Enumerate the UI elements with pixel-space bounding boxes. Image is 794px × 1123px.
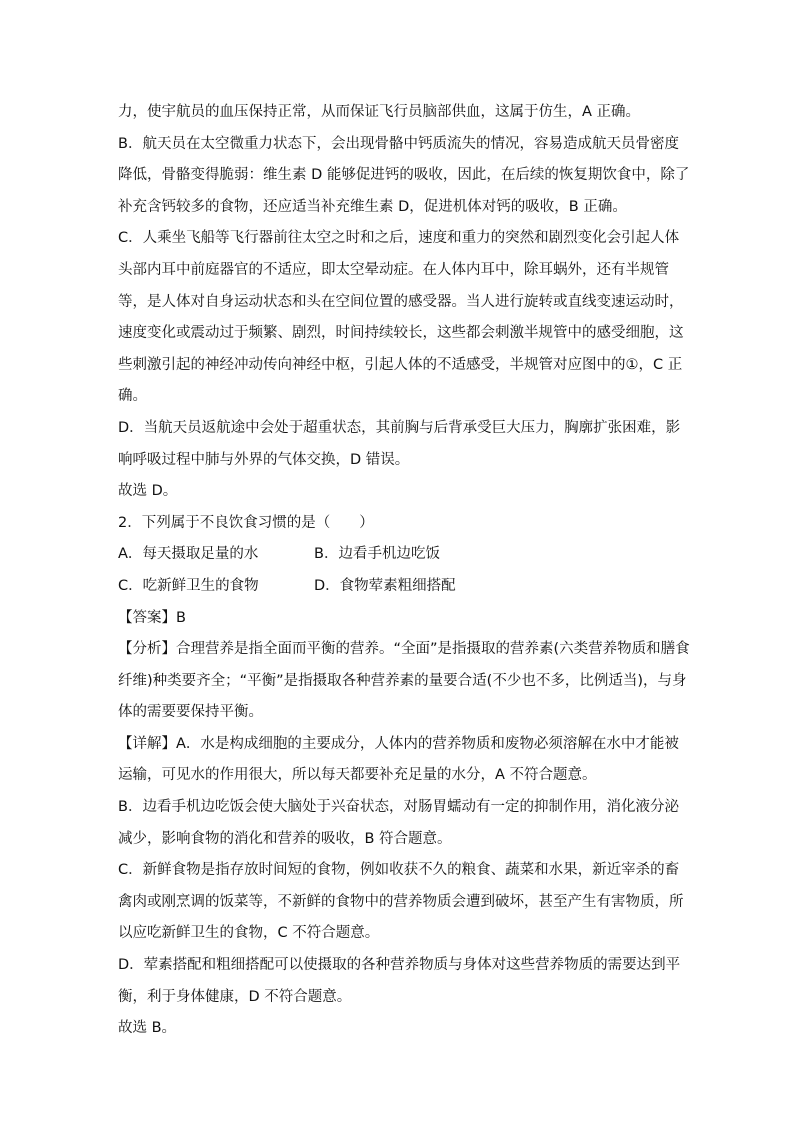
- options-row: [118, 544, 678, 576]
- explanation-line: D．荤素搭配和粗细搭配可以使摄取的各种营养物质与身体对这些营养物质的需要达到平: [118, 957, 681, 974]
- option-c: C．吃新鲜卫生的食物: [118, 577, 259, 594]
- conclusion-line: 故选 B。: [118, 1020, 177, 1037]
- analysis-line: 【分析】合理营养是指全面而平衡的营养。“全面”是指摄取的营养素(六类营养物质和膳食: [118, 641, 690, 658]
- document-body: [118, 102, 690, 1050]
- text-line: B．航天员在太空微重力状态下，会出现骨骼中钙质流失的情况，容易造成航天员骨密度: [118, 135, 679, 152]
- text-line: 补充含钙较多的食物，还应适当补充维生素 D，促进机体对钙的吸收，B 正确。: [118, 198, 627, 215]
- explanation-line: B．边看手机边吃饭会使大脑处于兴奋状态，对肠胃蠕动有一定的抑制作用，消化液分泌: [118, 799, 679, 816]
- text-line: 响呼吸过程中肺与外界的气体交换，D 错误。: [118, 451, 410, 468]
- explanation-line: 运输，可见水的作用很大，所以每天都要补充足量的水分，A 不符合题意。: [118, 767, 597, 784]
- options-row: [118, 576, 678, 608]
- text-line: 速度变化或震动过于频繁、剧烈，时间持续较长，这些都会刺激半规管中的感受细胞，这: [118, 325, 684, 342]
- explanation-line: C．新鲜食物是指存放时间短的食物，例如收获不久的粮食、蔬菜和水果，新近宰杀的畜: [118, 862, 680, 879]
- explanation-line: 以应吃新鲜卫生的食物，C 不符合题意。: [118, 925, 380, 942]
- explanation-line: 衡，利于身体健康，D 不符合题意。: [118, 988, 352, 1005]
- option-b: B．边看手机边吃饭: [314, 546, 440, 563]
- explanation-line: 减少，影响食物的消化和营养的吸收，B 符合题意。: [118, 830, 452, 847]
- text-line: 些刺激引起的神经冲动传向神经中枢，引起人体的不适感受，半规管对应图中的①，C 正: [118, 356, 683, 373]
- text-line: 确。: [118, 388, 147, 405]
- answer-line: 【答案】B: [118, 609, 186, 626]
- text-line: 力，使宇航员的血压保持正常，从而保证飞行员脑部供血，这属于仿生，A 正确。: [118, 104, 641, 120]
- text-line: 头部内耳中前庭器官的不适应，即太空晕动症。在人体内耳中，除耳蜗外，还有半规管: [118, 261, 669, 278]
- text-line: 降低，骨骼变得脆弱：维生素 D 能够促进钙的吸收，因此，在后续的恢复期饮食中，除了: [118, 167, 690, 184]
- explanation-line: 禽肉或刚烹调的饭菜等，不新鲜的食物中的营养物质会遭到破坏，甚至产生有害物质，所: [118, 893, 684, 910]
- explanation-line: 【详解】A．水是构成细胞的主要成分，人体内的营养物质和废物必须溶解在水中才能被: [118, 735, 679, 752]
- text-line: 等，是人体对自身运动状态和头在空间位置的感受器。当人进行旋转或直线变速运动时，: [118, 293, 684, 310]
- option-a: A．每天摄取足量的水: [118, 546, 259, 563]
- analysis-line: 体的需要要保持平衡。: [118, 704, 263, 721]
- text-line: D．当航天员返航途中会处于超重状态，其前胸与后背承受巨大压力，胸廓扩张困难，影: [118, 419, 681, 436]
- analysis-line: 纤维)种类要齐全；“平衡”是指摄取各种营养素的量要合适(不少也不多，比例适当)，与身: [118, 672, 687, 689]
- option-d: D．食物荤素粗细搭配: [314, 577, 456, 594]
- text-line: C．人乘坐飞船等飞行器前往太空之时和之后，速度和重力的突然和剧烈变化会引起人体: [118, 230, 680, 247]
- question-stem: 2．下列属于不良饮食习惯的是（ ）: [118, 514, 374, 531]
- text-line: 故选 D。: [118, 483, 178, 500]
